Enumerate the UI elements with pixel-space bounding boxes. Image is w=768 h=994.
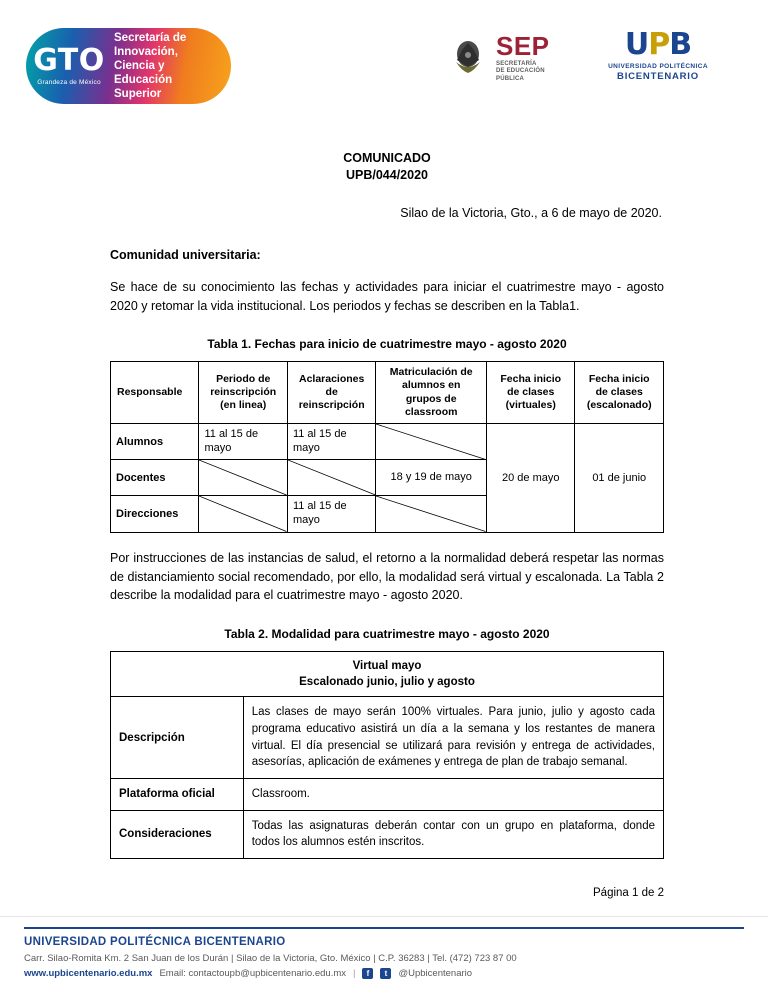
table1-header-row (111, 362, 664, 424)
document-footer (0, 916, 768, 994)
footer-website[interactable]: www.upbicentenario.edu.mx (24, 968, 153, 979)
table2-row-value: Todas las asignaturas deberán contar con un grupo en plataforma, donde todos los alumnos estén inscritos. (243, 810, 663, 858)
table1-row-label: Docentes (111, 460, 199, 496)
table1-cell-aclaraciones-empty (287, 460, 375, 496)
diagonal-strike-icon (288, 460, 375, 495)
sep-logo-words (496, 31, 550, 83)
gto-logo-mark: GTO (33, 43, 105, 78)
table2-row-label: Consideraciones (111, 810, 244, 858)
facebook-icon[interactable]: f (362, 968, 373, 979)
table1-row-label: Alumnos (111, 423, 199, 460)
table-row (111, 778, 664, 810)
table1-header-cell: Fecha inicio de clases (virtuales) (487, 362, 575, 424)
gto-logo (26, 28, 231, 104)
twitter-icon[interactable]: t (380, 968, 391, 979)
intro-paragraph: Se hace de su conocimiento las fechas y actividades para iniciar el cuatrimestre mayo - agosto 2020 y retomar la vida institucional. Los periodos y fechas se describen en la Tabla1. (110, 279, 664, 313)
table-row (111, 423, 664, 460)
national-shield-icon (448, 38, 488, 80)
table1-cell-escalonado: 01 de junio (575, 423, 664, 532)
footer-contact-row (24, 968, 744, 979)
sep-logo (448, 31, 550, 83)
footer-address: Carr. Silao-Romita Km. 2 San Juan de los Durán | Silao de la Victoria, Gto. México | C.P. 36283 | Tel. (472) 723 87 00 (24, 953, 517, 964)
table2-row-value: Las clases de mayo serán 100% virtuales. Para junio, julio y agosto cada programa educativo asistirá un día a la semana y los restantes de manera virtual. El día presencial se utilizará para revisión y entrega de actividades, asesorías, aplicación de exámenes y entrega de plan de trabajo semanal. (243, 697, 663, 779)
table1-cell-aclaraciones: 11 al 15 de mayo (287, 423, 375, 460)
document-title (110, 150, 664, 184)
table2-header-line2: Escalonado junio, julio y agosto (299, 676, 475, 689)
table2-row-label: Descripción (111, 697, 244, 779)
table1-cell-matriculacion-empty (376, 496, 487, 533)
table1-cell-matriculacion-empty (376, 423, 487, 460)
table1-header-cell: Periodo de reinscripción (en linea) (199, 362, 287, 424)
table1-cell-periodo-empty (199, 496, 287, 533)
document-content (0, 150, 768, 899)
upb-logo-line1: UNIVERSIDAD POLITÉCNICA (608, 63, 708, 70)
table-row (111, 697, 664, 779)
diagonal-strike-icon (376, 496, 486, 532)
gto-logo-tagline: Grandeza de México (37, 79, 101, 86)
table1-caption: Tabla 1. Fechas para inicio de cuatrimestre mayo - agosto 2020 (207, 337, 567, 352)
table1-cell-virtuales: 20 de mayo (487, 423, 575, 532)
table2-header-line1: Virtual mayo (352, 660, 422, 672)
diagonal-strike-icon (199, 496, 286, 532)
upb-logo-line2: BICENTENARIO (617, 71, 699, 82)
table1-cell-matriculacion: 18 y 19 de mayo (376, 460, 487, 496)
footer-separator: | (353, 968, 356, 979)
table1-header-cell: Matriculación de alumnos en grupos de classroom (376, 362, 487, 424)
table1-row-label: Direcciones (111, 496, 199, 533)
sep-acronym: SEP (496, 31, 550, 61)
document-header (0, 0, 768, 120)
table1-cell-periodo-empty (199, 460, 287, 496)
table1-cell-aclaraciones: 11 al 15 de mayo (287, 496, 375, 533)
table1 (110, 361, 664, 533)
middle-paragraph: Por instrucciones de las instancias de salud, el retorno a la normalidad deberá respetar las normas de distanciamiento social recomendado, por ello, la modalidad será virtual y escalonada. La Tabla 2 describe la modalidad para el cuatrimestre mayo - agosto 2020. (110, 550, 664, 603)
document-title-line2: UPB/044/2020 (345, 167, 428, 182)
gto-logo-text: Secretaría de Innovación, Ciencia y Educación Superior (114, 31, 187, 101)
table1-cell-periodo: 11 al 15 de mayo (199, 423, 287, 460)
table2-row-value: Classroom. (243, 778, 663, 810)
table1-header-cell: Fecha inicio de clases (escalonado) (575, 362, 664, 424)
footer-email[interactable]: Email: contactoupb@upbicentenario.edu.mx (159, 968, 347, 979)
upb-logo-mark: UPB (624, 27, 692, 62)
salutation: Comunidad universitaria: (110, 247, 261, 262)
footer-social-handle[interactable]: @Upbicentenario (398, 968, 473, 979)
diagonal-strike-icon (376, 424, 486, 460)
gto-logo-badge (26, 28, 112, 104)
place-and-date: Silao de la Victoria, Gto., a 6 de mayo de 2020. (400, 205, 662, 220)
diagonal-strike-icon (199, 460, 286, 495)
table-row (111, 810, 664, 858)
footer-divider (24, 927, 744, 929)
table1-header-cell: Aclaraciones de reinscripción (287, 362, 375, 424)
upb-logo (598, 27, 718, 82)
table2-caption: Tabla 2. Modalidad para cuatrimestre mayo - agosto 2020 (224, 627, 550, 641)
table2-header-cell (111, 652, 664, 697)
table2-row-label: Plataforma oficial (111, 778, 244, 810)
table2-header-row (111, 652, 664, 697)
table2 (110, 651, 664, 859)
page-number: Página 1 de 2 (593, 886, 664, 899)
document-title-line1: COMUNICADO (343, 151, 431, 165)
sep-subtitle: SECRETARÍA DE EDUCACIÓN PÚBLICA (496, 60, 545, 82)
footer-institution: UNIVERSIDAD POLITÉCNICA BICENTENARIO (24, 936, 286, 948)
table1-header-cell: Responsable (111, 362, 199, 424)
